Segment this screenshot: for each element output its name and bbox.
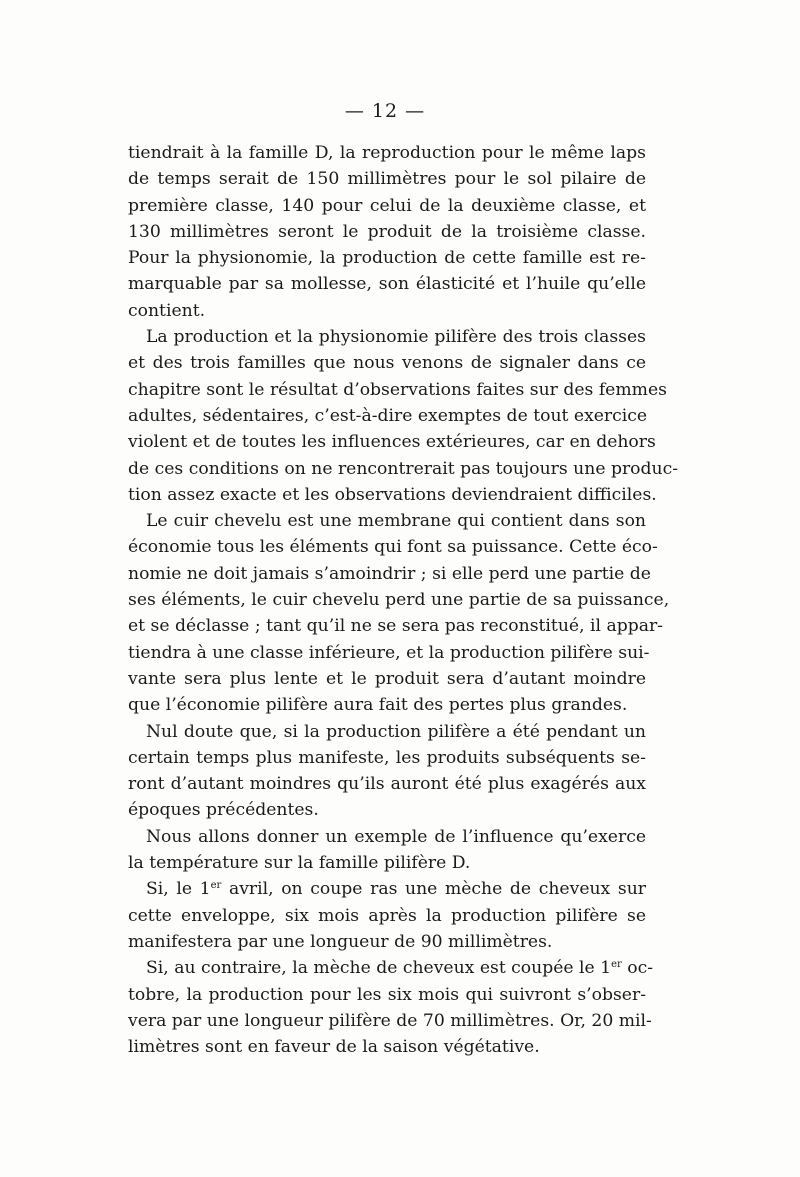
- text-line: et des trois familles que nous venons de signaler dans ce: [128, 353, 646, 374]
- text-line: tobre, la production pour les six mois qui suivront s’obser-: [128, 984, 646, 1005]
- text-line: contient.: [128, 300, 206, 321]
- text-line: Nul doute que, si la production pilifère a été pendant un: [146, 721, 646, 742]
- text-line: vera par une longueur pilifère de 70 millimètres. Or, 20 mil-: [128, 1010, 652, 1031]
- text-line: Le cuir chevelu est une membrane qui contient dans son: [146, 511, 646, 532]
- text-line: économie tous les éléments qui font sa puissance. Cette éco-: [128, 537, 658, 558]
- text-line: tiendra à une classe inférieure, et la production pilifère sui-: [128, 642, 650, 663]
- text-line: limètres sont en faveur de la saison végétative.: [128, 1037, 540, 1058]
- text-line: tiendrait à la famille D, la reproduction pour le même laps: [128, 143, 646, 163]
- page-number: — 12 —: [344, 100, 426, 122]
- text-line: La production et la physionomie pilifère des trois classes: [146, 327, 646, 348]
- text-line: première classe, 140 pour celui de la deuxième classe, et: [128, 195, 646, 216]
- text-line: certain temps plus manifeste, les produits subséquents se-: [128, 747, 646, 768]
- text-line: 130 millimètres seront le produit de la troisième classe.: [128, 221, 646, 242]
- text-segment: oc-: [621, 958, 654, 979]
- text-line: époques précédentes.: [128, 800, 319, 821]
- text-line: et se déclasse ; tant qu’il ne se sera pas reconstitué, il appar-: [128, 616, 663, 637]
- text-line: de temps serait de 150 millimètres pour le sol pilaire de: [128, 169, 646, 190]
- text-line: ront d’autant moindres qu’ils auront été plus exagérés aux: [128, 774, 646, 795]
- text-line: nomie ne doit jamais s’amoindrir ; si elle perd une partie de: [128, 563, 651, 584]
- text-segment: Si, au contraire, la mèche de cheveux est coupée le 1: [146, 958, 612, 979]
- text-line: manifestera par une longueur de 90 millimètres.: [128, 931, 553, 952]
- text-line-with-superscript: [128, 876, 646, 902]
- text-line: violent et de toutes les influences extérieures, car en dehors: [128, 432, 656, 453]
- text-line-with-superscript: [128, 955, 654, 981]
- text-segment: Si, le 1: [146, 879, 211, 900]
- text-line: Nous allons donner un exemple de l’influence qu’exerce: [146, 826, 646, 847]
- superscript: er: [210, 880, 222, 892]
- body-text: [128, 140, 679, 1060]
- text-line: chapitre sont le résultat d’observations faites sur des femmes: [128, 379, 667, 400]
- text-line: que l’économie pilifère aura fait des pertes plus grandes.: [128, 695, 628, 716]
- superscript: er: [611, 959, 622, 971]
- text-segment: avril, on coupe ras une mèche de cheveux sur: [221, 879, 646, 900]
- text-line: de ces conditions on ne rencontrerait pas toujours une produc-: [128, 458, 679, 479]
- text-line: cette enveloppe, six mois après la production pilifère se: [128, 905, 646, 926]
- text-line: la température sur la famille pilifère D.: [128, 853, 471, 874]
- text-line: adultes, sédentaires, c’est-à-dire exemptes de tout exercice: [128, 405, 648, 426]
- text-line: tion assez exacte et les observations deviendraient difficiles.: [128, 484, 657, 505]
- text-line: Pour la physionomie, la production de cette famille est re-: [128, 248, 646, 269]
- text-line: vante sera plus lente et le produit sera d’autant moindre: [128, 668, 646, 689]
- text-line: marquable par sa mollesse, son élasticité et l’huile qu’elle: [128, 274, 646, 295]
- text-line: ses éléments, le cuir chevelu perd une partie de sa puissance,: [128, 590, 670, 611]
